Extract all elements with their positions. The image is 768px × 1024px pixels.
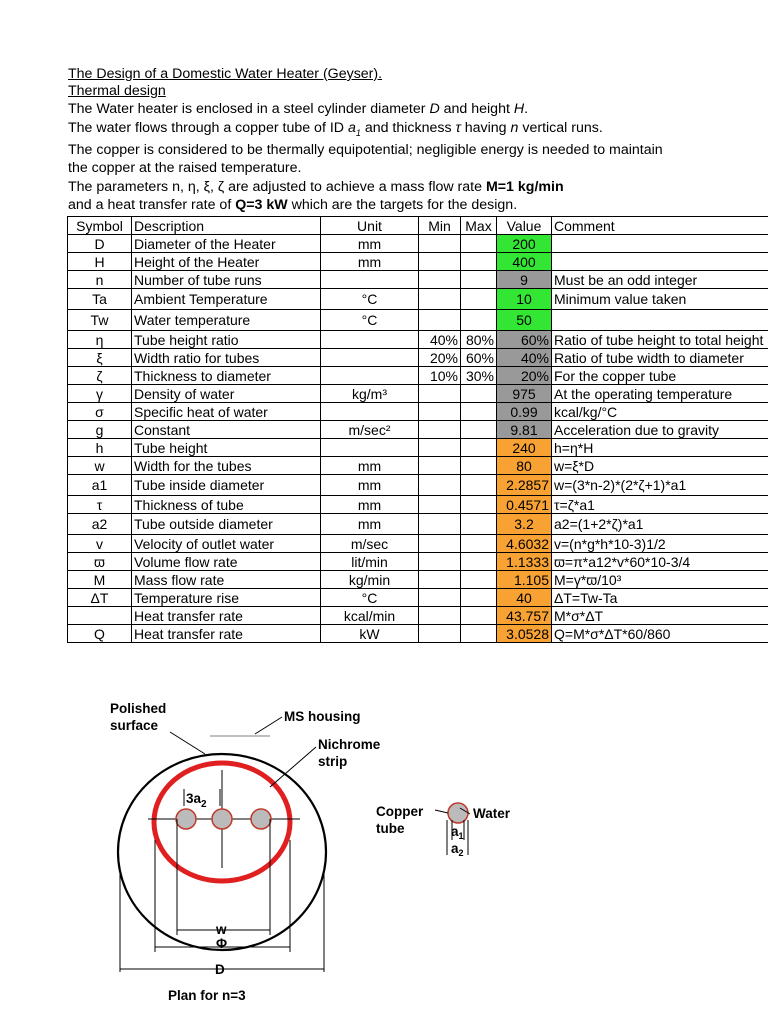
cell-unit: lit/min bbox=[321, 553, 419, 571]
cell-description: Height of the Heater bbox=[132, 253, 321, 271]
cell-max bbox=[461, 535, 497, 553]
cell-max bbox=[461, 496, 497, 514]
cell-description: Heat transfer rate bbox=[132, 625, 321, 643]
cell-max bbox=[461, 514, 497, 535]
cell-description: Volume flow rate bbox=[132, 553, 321, 571]
cell-max bbox=[461, 589, 497, 607]
cell-min: 40% bbox=[419, 331, 461, 349]
intro-line-1: The Water heater is enclosed in a steel cylinder diameter D and height H. bbox=[68, 101, 529, 117]
cell-value: 975 bbox=[497, 385, 552, 403]
copper-tube-1 bbox=[176, 809, 196, 829]
cell-description: Temperature rise bbox=[132, 589, 321, 607]
label-a2: $a_2$ bbox=[451, 841, 464, 858]
label-w: w bbox=[216, 922, 227, 937]
table-row bbox=[68, 271, 768, 289]
design-table bbox=[67, 216, 768, 643]
cell-value: 10 bbox=[497, 289, 552, 310]
label-tube: tube bbox=[376, 821, 405, 836]
cell-description: Width for the tubes bbox=[132, 457, 321, 475]
copper-tube-detail bbox=[448, 803, 468, 823]
cell-comment: Ratio of tube height to total height bbox=[552, 331, 768, 349]
cell-value: 80 bbox=[497, 457, 552, 475]
cell-min bbox=[419, 421, 461, 439]
cell-symbol: γ bbox=[68, 385, 132, 403]
label-nichrome: Nichrome bbox=[318, 737, 381, 752]
cell-max bbox=[461, 385, 497, 403]
cell-unit: °C bbox=[321, 289, 419, 310]
col-header-description: Description bbox=[132, 217, 321, 235]
cell-max: 30% bbox=[461, 367, 497, 385]
cell-max bbox=[461, 253, 497, 271]
cell-unit bbox=[321, 271, 419, 289]
table-row bbox=[68, 310, 768, 331]
table-row bbox=[68, 403, 768, 421]
cell-min: 10% bbox=[419, 367, 461, 385]
heater-plan-diagram bbox=[0, 690, 768, 1024]
cell-value: 2.2857 bbox=[497, 475, 552, 496]
cell-unit: kW bbox=[321, 625, 419, 643]
intro-line-5: The parameters n, η, ξ, ζ are adjusted to achieve a mass flow rate M=1 kg/min bbox=[68, 179, 564, 195]
table-row bbox=[68, 553, 768, 571]
table-row bbox=[68, 514, 768, 535]
table-row bbox=[68, 607, 768, 625]
cell-unit: mm bbox=[321, 496, 419, 514]
cell-min bbox=[419, 607, 461, 625]
cell-comment: Must be an odd integer bbox=[552, 271, 768, 289]
cell-comment: τ=ζ*a1 bbox=[552, 496, 768, 514]
cell-comment: Ratio of tube width to diameter bbox=[552, 349, 768, 367]
cell-description: Number of tube runs bbox=[132, 271, 321, 289]
cell-description: Diameter of the Heater bbox=[132, 235, 321, 253]
intro-line-4: the copper at the raised temperature. bbox=[68, 160, 302, 176]
cell-symbol: v bbox=[68, 535, 132, 553]
cell-description: Width ratio for tubes bbox=[132, 349, 321, 367]
cell-unit: mm bbox=[321, 514, 419, 535]
cell-min bbox=[419, 253, 461, 271]
cell-value: 40% bbox=[497, 349, 552, 367]
cell-unit bbox=[321, 367, 419, 385]
table-row bbox=[68, 439, 768, 457]
cell-comment: Q=M*σ*ΔT*60/860 bbox=[552, 625, 768, 643]
col-header-value: Value bbox=[497, 217, 552, 235]
cell-unit bbox=[321, 403, 419, 421]
cell-description: Specific heat of water bbox=[132, 403, 321, 421]
cell-comment bbox=[552, 310, 768, 331]
cell-value: 50 bbox=[497, 310, 552, 331]
intro-line-6: and a heat transfer rate of Q=3 kW which are the targets for the design. bbox=[68, 197, 518, 213]
cell-unit: mm bbox=[321, 457, 419, 475]
cell-description: Heat transfer rate bbox=[132, 607, 321, 625]
cell-max: 80% bbox=[461, 331, 497, 349]
label-water: Water bbox=[473, 806, 511, 821]
cell-max bbox=[461, 271, 497, 289]
cell-min bbox=[419, 289, 461, 310]
cell-max bbox=[461, 310, 497, 331]
label-ms-housing: MS housing bbox=[284, 709, 361, 724]
cell-description: Density of water bbox=[132, 385, 321, 403]
copper-tube-3 bbox=[251, 809, 271, 829]
cell-symbol: g bbox=[68, 421, 132, 439]
cell-comment: ΔT=Tw-Ta bbox=[552, 589, 768, 607]
intro-line-3: The copper is considered to be thermally equipotential; negligible energy is needed to maintain bbox=[68, 142, 663, 158]
cell-comment: At the operating temperature bbox=[552, 385, 768, 403]
cell-unit: °C bbox=[321, 310, 419, 331]
cell-comment: M*σ*ΔT bbox=[552, 607, 768, 625]
cell-description: Velocity of outlet water bbox=[132, 535, 321, 553]
cell-max bbox=[461, 403, 497, 421]
table-row bbox=[68, 589, 768, 607]
intro-line-2: The water flows through a copper tube of ID $a_1$ and thickness τ having n vertical runs. bbox=[68, 120, 603, 138]
cell-comment: kcal/kg/°C bbox=[552, 403, 768, 421]
cell-max: 60% bbox=[461, 349, 497, 367]
cell-min bbox=[419, 571, 461, 589]
cell-description: Water temperature bbox=[132, 310, 321, 331]
cell-value: 240 bbox=[497, 439, 552, 457]
cell-unit: mm bbox=[321, 475, 419, 496]
cell-min bbox=[419, 457, 461, 475]
cell-min bbox=[419, 625, 461, 643]
cell-min bbox=[419, 589, 461, 607]
cell-symbol: w bbox=[68, 457, 132, 475]
cell-value: 1.105 bbox=[497, 571, 552, 589]
cell-symbol: M bbox=[68, 571, 132, 589]
cell-description: Tube height ratio bbox=[132, 331, 321, 349]
cell-symbol: Tw bbox=[68, 310, 132, 331]
cell-min: 20% bbox=[419, 349, 461, 367]
cell-description: Ambient Temperature bbox=[132, 289, 321, 310]
label-a1: $a_1$ bbox=[451, 824, 464, 841]
cell-unit: kcal/min bbox=[321, 607, 419, 625]
cell-unit: °C bbox=[321, 589, 419, 607]
cell-comment: M=γ*ϖ/10³ bbox=[552, 571, 768, 589]
cell-comment: ϖ=π*a12*v*60*10-3/4 bbox=[552, 553, 768, 571]
cell-unit: mm bbox=[321, 253, 419, 271]
cell-symbol: ξ bbox=[68, 349, 132, 367]
cell-min bbox=[419, 535, 461, 553]
document-title: The Design of a Domestic Water Heater (Geyser). bbox=[68, 66, 383, 82]
table-row bbox=[68, 385, 768, 403]
cell-symbol: D bbox=[68, 235, 132, 253]
cell-value: 43.757 bbox=[497, 607, 552, 625]
cell-unit: m/sec² bbox=[321, 421, 419, 439]
cell-symbol: ζ bbox=[68, 367, 132, 385]
table-header-row bbox=[68, 217, 768, 235]
cell-comment: w=ξ*D bbox=[552, 457, 768, 475]
spacing-label: $3a_2$ bbox=[186, 791, 207, 810]
cell-value: 3.0528 bbox=[497, 625, 552, 643]
table-row bbox=[68, 349, 768, 367]
cell-description: Mass flow rate bbox=[132, 571, 321, 589]
col-header-max: Max bbox=[461, 217, 497, 235]
cell-symbol: Ta bbox=[68, 289, 132, 310]
copper-tube-2 bbox=[212, 809, 232, 829]
cell-min bbox=[419, 310, 461, 331]
cell-value: 3.2 bbox=[497, 514, 552, 535]
table-row bbox=[68, 475, 768, 496]
cell-description: Tube outside diameter bbox=[132, 514, 321, 535]
table-row bbox=[68, 457, 768, 475]
cell-symbol: a2 bbox=[68, 514, 132, 535]
cell-min bbox=[419, 439, 461, 457]
cell-comment: w=(3*n-2)*(2*ζ+1)*a1 bbox=[552, 475, 768, 496]
cell-max bbox=[461, 553, 497, 571]
diagram-caption: Plan for n=3 bbox=[168, 988, 246, 1003]
cell-symbol: σ bbox=[68, 403, 132, 421]
table-row bbox=[68, 331, 768, 349]
cell-comment: For the copper tube bbox=[552, 367, 768, 385]
cell-comment bbox=[552, 235, 768, 253]
cell-description: Thickness of tube bbox=[132, 496, 321, 514]
cell-value: 40 bbox=[497, 589, 552, 607]
cell-value: 9 bbox=[497, 271, 552, 289]
cell-symbol bbox=[68, 607, 132, 625]
cell-min bbox=[419, 271, 461, 289]
cell-max bbox=[461, 439, 497, 457]
cell-comment bbox=[552, 253, 768, 271]
cell-max bbox=[461, 607, 497, 625]
cell-unit: m/sec bbox=[321, 535, 419, 553]
table-row bbox=[68, 625, 768, 643]
cell-max bbox=[461, 457, 497, 475]
cell-value: 200 bbox=[497, 235, 552, 253]
cell-unit: mm bbox=[321, 235, 419, 253]
cell-symbol: a1 bbox=[68, 475, 132, 496]
table-row bbox=[68, 253, 768, 271]
cell-value: 1.1333 bbox=[497, 553, 552, 571]
cell-value: 9.81 bbox=[497, 421, 552, 439]
cell-max bbox=[461, 571, 497, 589]
cell-min bbox=[419, 514, 461, 535]
cell-symbol: η bbox=[68, 331, 132, 349]
cell-value: 20% bbox=[497, 367, 552, 385]
cell-comment: Minimum value taken bbox=[552, 289, 768, 310]
cell-value: 0.4571 bbox=[497, 496, 552, 514]
cell-comment: v=(n*g*h*10-3)1/2 bbox=[552, 535, 768, 553]
cell-min bbox=[419, 385, 461, 403]
table-row bbox=[68, 421, 768, 439]
cell-comment: h=η*H bbox=[552, 439, 768, 457]
cell-description: Constant bbox=[132, 421, 321, 439]
cell-max bbox=[461, 421, 497, 439]
cell-description: Tube inside diameter bbox=[132, 475, 321, 496]
label-polished: Polished bbox=[110, 701, 167, 716]
cell-min bbox=[419, 553, 461, 571]
table-row bbox=[68, 289, 768, 310]
cell-min bbox=[419, 403, 461, 421]
col-header-min: Min bbox=[419, 217, 461, 235]
label-copper: Copper bbox=[376, 804, 424, 819]
section-heading: Thermal design bbox=[68, 83, 166, 99]
cell-comment: Acceleration due to gravity bbox=[552, 421, 768, 439]
cell-unit bbox=[321, 331, 419, 349]
cell-description: Thickness to diameter bbox=[132, 367, 321, 385]
cell-min bbox=[419, 496, 461, 514]
col-header-unit: Unit bbox=[321, 217, 419, 235]
cell-symbol: Q bbox=[68, 625, 132, 643]
cell-max bbox=[461, 289, 497, 310]
cell-comment: a2=(1+2*ζ)*a1 bbox=[552, 514, 768, 535]
cell-unit: kg/min bbox=[321, 571, 419, 589]
col-header-comment: Comment bbox=[552, 217, 768, 235]
table-row bbox=[68, 571, 768, 589]
label-phi: Φ bbox=[216, 936, 228, 951]
table-row bbox=[68, 496, 768, 514]
cell-min bbox=[419, 475, 461, 496]
cell-unit: kg/m³ bbox=[321, 385, 419, 403]
cell-min bbox=[419, 235, 461, 253]
cell-description: Tube height bbox=[132, 439, 321, 457]
cell-symbol: τ bbox=[68, 496, 132, 514]
cell-value: 60% bbox=[497, 331, 552, 349]
table-row bbox=[68, 367, 768, 385]
cell-value: 0.99 bbox=[497, 403, 552, 421]
label-d: D bbox=[215, 962, 225, 977]
label-strip: strip bbox=[318, 754, 348, 769]
cell-value: 4.6032 bbox=[497, 535, 552, 553]
table-row bbox=[68, 535, 768, 553]
cell-max bbox=[461, 475, 497, 496]
cell-symbol: ϖ bbox=[68, 553, 132, 571]
cell-value: 400 bbox=[497, 253, 552, 271]
label-surface: surface bbox=[110, 718, 159, 733]
table-row bbox=[68, 235, 768, 253]
col-header-symbol: Symbol bbox=[68, 217, 132, 235]
cell-unit bbox=[321, 439, 419, 457]
cell-symbol: n bbox=[68, 271, 132, 289]
cell-unit bbox=[321, 349, 419, 367]
cell-symbol: ΔT bbox=[68, 589, 132, 607]
cell-symbol: H bbox=[68, 253, 132, 271]
cell-max bbox=[461, 235, 497, 253]
cell-symbol: h bbox=[68, 439, 132, 457]
cell-max bbox=[461, 625, 497, 643]
